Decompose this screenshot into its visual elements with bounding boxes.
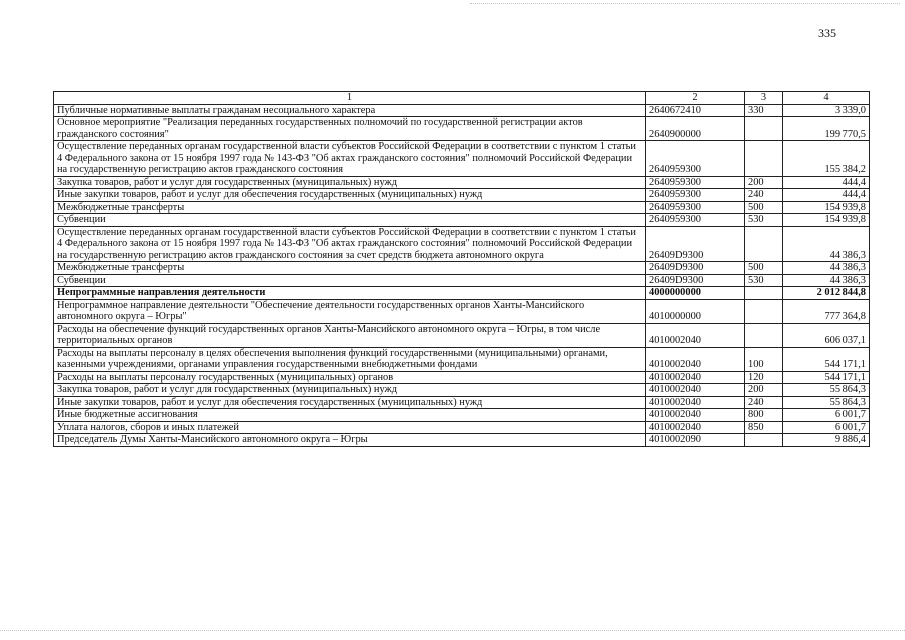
row-type-cell: 330 <box>745 104 783 117</box>
table-row <box>54 409 870 422</box>
table-row <box>54 287 870 300</box>
row-name-cell: Иные бюджетные ассигнования <box>54 409 646 422</box>
row-sum-cell: 6 001,7 <box>783 409 870 422</box>
row-code-cell: 2640959300 <box>646 214 745 227</box>
header-col-1: 1 <box>54 92 646 105</box>
table-row <box>54 384 870 397</box>
table-row <box>54 201 870 214</box>
row-sum-cell: 606 037,1 <box>783 323 870 347</box>
row-code-cell: 4010002040 <box>646 421 745 434</box>
row-name-cell: Субвенции <box>54 214 646 227</box>
row-type-cell <box>745 226 783 262</box>
row-type-cell: 120 <box>745 371 783 384</box>
row-sum-cell: 154 939,8 <box>783 214 870 227</box>
row-type-cell: 500 <box>745 262 783 275</box>
table-row <box>54 189 870 202</box>
row-type-cell <box>745 287 783 300</box>
row-code-cell: 26409D9300 <box>646 274 745 287</box>
row-sum-cell: 44 386,3 <box>783 262 870 275</box>
row-type-cell: 240 <box>745 189 783 202</box>
row-code-cell: 4000000000 <box>646 287 745 300</box>
row-sum-cell: 44 386,3 <box>783 226 870 262</box>
row-sum-cell: 55 864,3 <box>783 396 870 409</box>
row-sum-cell: 6 001,7 <box>783 421 870 434</box>
row-code-cell: 4010002040 <box>646 347 745 371</box>
row-code-cell: 4010002040 <box>646 384 745 397</box>
row-sum-cell: 444,4 <box>783 176 870 189</box>
table-row <box>54 117 870 141</box>
page-number: 335 <box>818 26 836 40</box>
row-type-cell <box>745 323 783 347</box>
row-sum-cell: 44 386,3 <box>783 274 870 287</box>
row-name-cell: Осуществление переданных органам государственной власти субъектов Российской Федерации в соответствии с пунктом 1 статьи 4 Федерального закона от 15 ноября 1997 года № 143-ФЗ "Об актах гражданского состояния" полномочий Российской Федерации на государственную регистрацию актов гражданского состояния <box>54 141 646 177</box>
row-name-cell: Уплата налогов, сборов и иных платежей <box>54 421 646 434</box>
row-type-cell: 240 <box>745 396 783 409</box>
scan-edge-top <box>470 3 900 5</box>
row-type-cell: 530 <box>745 274 783 287</box>
row-sum-cell: 2 012 844,8 <box>783 287 870 300</box>
table-header-row <box>54 92 870 105</box>
row-sum-cell: 544 171,1 <box>783 371 870 384</box>
header-col-2: 2 <box>646 92 745 105</box>
row-type-cell: 500 <box>745 201 783 214</box>
row-sum-cell: 444,4 <box>783 189 870 202</box>
table-row <box>54 262 870 275</box>
row-name-cell: Закупка товаров, работ и услуг для государственных (муниципальных) нужд <box>54 384 646 397</box>
row-type-cell <box>745 299 783 323</box>
row-name-cell: Основное мероприятие "Реализация переданных государственных полномочий по государственной регистрации актов гражданского состояния" <box>54 117 646 141</box>
row-sum-cell: 777 364,8 <box>783 299 870 323</box>
table-row <box>54 274 870 287</box>
row-sum-cell: 9 886,4 <box>783 434 870 447</box>
row-name-cell: Осуществление переданных органам государственной власти субъектов Российской Федерации в соответствии с пунктом 1 статьи 4 Федерального закона от 15 ноября 1997 года № 143-ФЗ "Об актах гражданского состояния" полномочий Российской Федерации на государственную регистрацию актов гражданского состояния за счет средств бюджета автономного округа <box>54 226 646 262</box>
row-name-cell: Расходы на обеспечение функций государственных органов Ханты-Мансийского автономного округа – Югры, в том числе территориальных органов <box>54 323 646 347</box>
row-name-cell: Непрограммное направление деятельности "Обеспечение деятельности государственных органов Ханты-Мансийского автономного округа – Югры" <box>54 299 646 323</box>
row-name-cell: Межбюджетные трансферты <box>54 262 646 275</box>
table-row <box>54 347 870 371</box>
row-code-cell: 2640959300 <box>646 189 745 202</box>
row-sum-cell: 199 770,5 <box>783 117 870 141</box>
row-code-cell: 2640959300 <box>646 176 745 189</box>
row-code-cell: 4010000000 <box>646 299 745 323</box>
row-name-cell: Межбюджетные трансферты <box>54 201 646 214</box>
table-row <box>54 434 870 447</box>
row-type-cell <box>745 434 783 447</box>
row-code-cell: 2640959300 <box>646 141 745 177</box>
row-type-cell: 200 <box>745 176 783 189</box>
row-sum-cell: 154 939,8 <box>783 201 870 214</box>
table-row <box>54 141 870 177</box>
table-row <box>54 299 870 323</box>
row-code-cell: 4010002040 <box>646 396 745 409</box>
table-row <box>54 396 870 409</box>
table-row <box>54 226 870 262</box>
header-col-3: 3 <box>745 92 783 105</box>
row-code-cell: 2640959300 <box>646 201 745 214</box>
row-name-cell: Непрограммные направления деятельности <box>54 287 646 300</box>
row-code-cell: 26409D9300 <box>646 262 745 275</box>
table-row <box>54 214 870 227</box>
budget-table <box>53 91 870 447</box>
row-type-cell <box>745 141 783 177</box>
table-row <box>54 371 870 384</box>
table-row <box>54 323 870 347</box>
row-type-cell <box>745 117 783 141</box>
table-row <box>54 421 870 434</box>
row-type-cell: 800 <box>745 409 783 422</box>
row-name-cell: Расходы на выплаты персоналу в целях обеспечения выполнения функций государственными (муниципальными) органами, казенными учреждениями, органами управления государственными внебюджетными фондами <box>54 347 646 371</box>
row-name-cell: Иные закупки товаров, работ и услуг для обеспечения государственных (муниципальных) нужд <box>54 189 646 202</box>
row-sum-cell: 544 171,1 <box>783 347 870 371</box>
row-code-cell: 4010002040 <box>646 409 745 422</box>
row-code-cell: 4010002040 <box>646 371 745 384</box>
row-code-cell: 4010002040 <box>646 323 745 347</box>
row-name-cell: Расходы на выплаты персоналу государственных (муниципальных) органов <box>54 371 646 384</box>
row-code-cell: 2640900000 <box>646 117 745 141</box>
row-name-cell: Иные закупки товаров, работ и услуг для обеспечения государственных (муниципальных) нужд <box>54 396 646 409</box>
table-row <box>54 176 870 189</box>
row-name-cell: Закупка товаров, работ и услуг для государственных (муниципальных) нужд <box>54 176 646 189</box>
row-type-cell: 530 <box>745 214 783 227</box>
row-sum-cell: 155 384,2 <box>783 141 870 177</box>
row-code-cell: 26409D9300 <box>646 226 745 262</box>
row-code-cell: 2640672410 <box>646 104 745 117</box>
row-type-cell: 850 <box>745 421 783 434</box>
table-row <box>54 104 870 117</box>
row-code-cell: 4010002090 <box>646 434 745 447</box>
row-name-cell: Публичные нормативные выплаты гражданам несоциального характера <box>54 104 646 117</box>
row-sum-cell: 55 864,3 <box>783 384 870 397</box>
row-name-cell: Субвенции <box>54 274 646 287</box>
scan-edge-bottom <box>0 630 905 632</box>
row-type-cell: 100 <box>745 347 783 371</box>
row-name-cell: Председатель Думы Ханты-Мансийского автономного округа – Югры <box>54 434 646 447</box>
row-type-cell: 200 <box>745 384 783 397</box>
row-sum-cell: 3 339,0 <box>783 104 870 117</box>
header-col-4: 4 <box>783 92 870 105</box>
